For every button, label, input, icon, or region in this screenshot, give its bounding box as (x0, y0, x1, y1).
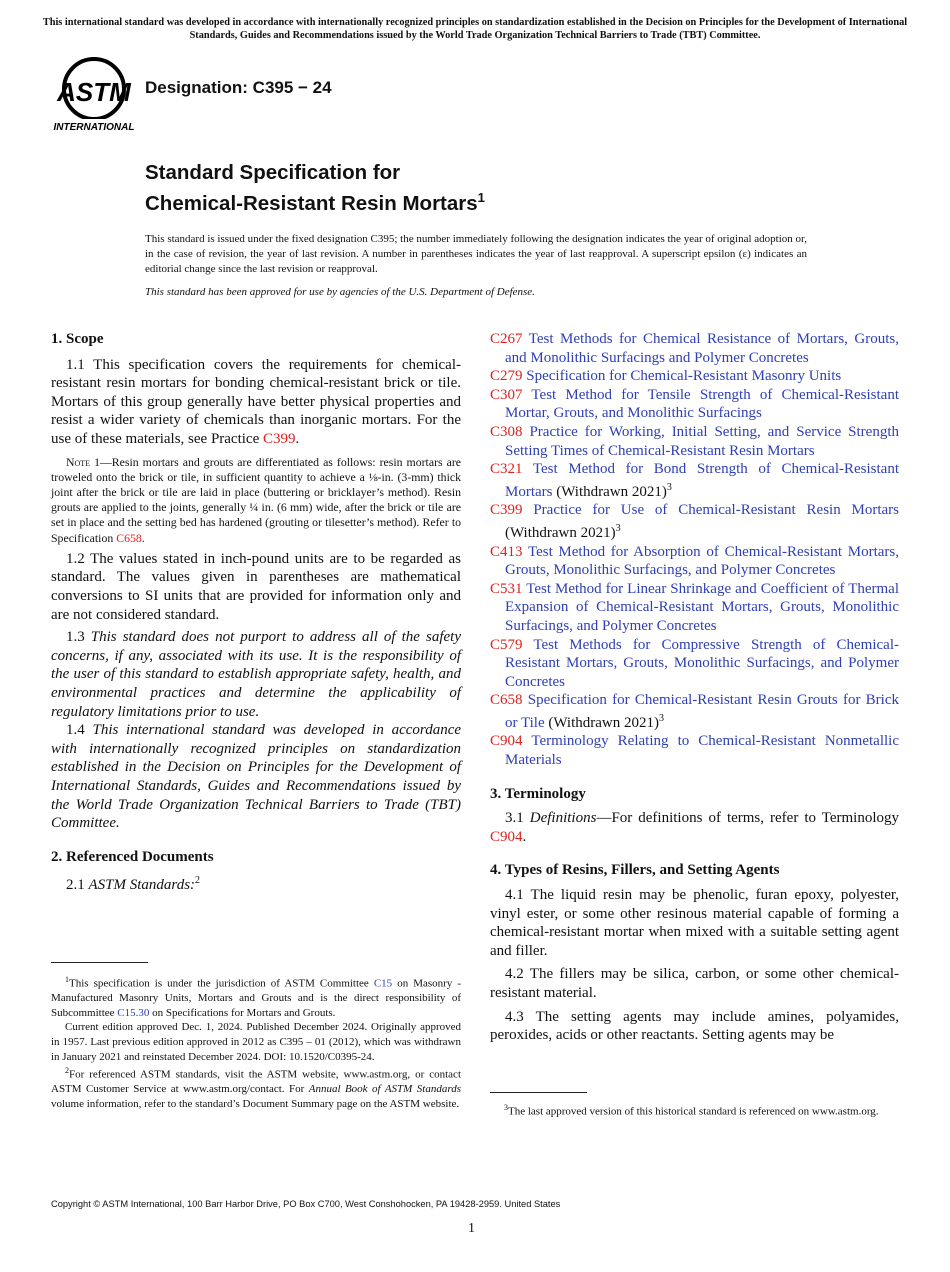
title-line-1: Standard Specification for (145, 161, 401, 184)
footnote-1: $^1$This specification is under the jurisdiction of ASTM Committee C15 on Masonry - Manufactured Masonry Units, Mortars and Grouts and is the direct responsibility of Subcommittee C15.30 on Specifications for Mortars and Grouts. (51, 975, 461, 1019)
scope-1-4: 1.4 This international standard was developed in accordance with internationally recognized principles on standardization established in the Decision on Principles for the Development of International Standards, Guides and Recommendations issued by the World Trade Organization Technical Barriers to Trade (TBT) Committee. (51, 722, 462, 832)
issued-statement: This standard is issued under the fixed designation C395; the number immediately following the designation indicates the year of original adoption or, in the case of revision, the year of last revision. A number in parentheses indicates the year of last reapproval. A superscript epsilon (ε) indicates an editorial change since the last revision or reapproval. (145, 233, 807, 275)
referenced-item (490, 423, 899, 460)
ref-title-link[interactable]: Terminology Relating to Chemical-Resistant Nonmetallic Materials (505, 733, 899, 769)
footnote-3: $^3$The last approved version of this historical standard is referenced on www.astm.org. (504, 1103, 879, 1118)
ref-code-link[interactable]: C531 (490, 580, 523, 597)
ref-title-link[interactable]: Test Method for Absorption of Chemical-Resistant Mortars, Grouts, Monolithic Surfacings, and Polymer Concretes (505, 543, 899, 579)
referenced-2-1: 2.1 ASTM Standards:$^2$ (66, 875, 201, 894)
section-referenced-heading: 2. Referenced Documents (51, 848, 214, 865)
types-4-2: 4.2 The fillers may be silica, carbon, or some other chemical-resistant material. (490, 966, 899, 1001)
ref-footnote-mark: 3 (666, 481, 672, 493)
ref-footnote-mark: 3 (615, 522, 621, 534)
footnote-1-edition: Current edition approved Dec. 1, 2024. Published December 2024. Originally approved in 1957. Last previous edition approved in 2012 as C395 – 01 (2012), which was withdrawn in January 2021 and reinstated December 2024. DOI: 10.1520/C0395-24. (51, 1021, 461, 1063)
ref-code-link[interactable]: C307 (490, 386, 523, 403)
ref-code-link[interactable]: C413 (490, 543, 523, 560)
svg-text:ASTM: ASTM (57, 77, 131, 107)
ref-code-link[interactable]: C308 (490, 423, 523, 440)
ref-title-link[interactable]: Specification for Chemical-Resistant Masonry Units (526, 368, 842, 385)
ref-code-link[interactable]: C904 (490, 733, 523, 750)
document-title (145, 160, 485, 216)
types-4-3: 4.3 The setting agents may include amines, polyamides, peroxides, acids or other reactants. Setting agents may be (490, 1008, 899, 1044)
ref-title-link[interactable]: Test Method for Linear Shrinkage and Coefficient of Thermal Expansion of Chemical-Resistant Mortars, Grouts, Monolithic Surfacings, and Polymer Concretes (505, 580, 900, 634)
types-4-1: 4.1 The liquid resin may be phenolic, furan epoxy, polyester, vinyl ester, or some other resinous material capable of forming a chemical-resistant mortar when mixed with a suitable setting agent and filler. (490, 887, 899, 959)
link-c399[interactable]: C399 (263, 430, 296, 447)
referenced-item (490, 367, 899, 386)
ref-withdrawn: (Withdrawn 2021) (544, 714, 659, 731)
page-number: 1 (468, 1221, 475, 1236)
footnote-rule-right (490, 1092, 587, 1093)
ref-title-link[interactable]: Test Method for Tensile Strength of Chemical-Resistant Mortar, Grouts, and Monolithic Surfacings (505, 386, 900, 422)
referenced-item (490, 580, 899, 636)
title-line-2: Chemical-Resistant Resin Mortars (145, 191, 478, 215)
referenced-item (490, 543, 899, 580)
scope-1-3: 1.3 This standard does not purport to address all of the safety concerns, if any, associated with its use. It is the responsibility of the user of this standard to establish appropriate safety, health, and environmental practices and determine the applicability of regulatory limitations prior to use. (51, 629, 461, 720)
referenced-item (490, 501, 899, 542)
referenced-item (490, 460, 899, 501)
right-column (490, 330, 899, 1045)
scope-1-2: 1.2 The values stated in inch-pound units are to be regarded as standard. The values given in parentheses are mathematical conversions to SI units that are provided for information only and are not considered standard. (51, 550, 461, 623)
approved-statement: This standard has been approved for use by agencies of the U.S. Department of Defense. (145, 286, 535, 298)
footnote-2: $^2$For referenced ASTM standards, visit the ASTM website, www.astm.org, or contact ASTM Customer Service at www.astm.org/contact. For Annual Book of ASTM Standards volume information, refer to the standard’s Document Summary page on the ASTM website. (51, 1066, 462, 1111)
left-column (51, 330, 461, 895)
ref-withdrawn: (Withdrawn 2021) (552, 483, 667, 500)
title-footnote-mark: 1 (477, 190, 485, 205)
referenced-item (490, 691, 899, 732)
link-c904[interactable]: C904 (490, 828, 523, 845)
referenced-item (490, 330, 899, 367)
ref-footnote-mark: 3 (658, 712, 664, 724)
link-c658[interactable]: C658 (116, 530, 142, 545)
right-footnotes (490, 1092, 899, 1119)
footnote-rule (51, 962, 148, 963)
referenced-list (490, 330, 899, 770)
astm-logo (52, 55, 136, 133)
ref-code-link[interactable]: C321 (490, 461, 523, 478)
scope-1-1: 1.1 This specification covers the requirements for chemical-resistant resin mortars for bonding chemical-resistant brick or tile. Mortars of this group generally have better physical properties and resist a wider variety of chemicals than inorganic mortars. For the use of these materials, see Practice C399. (51, 356, 461, 447)
terminology-3-1: 3.1 Definitions—For definitions of terms, refer to Terminology C904. (490, 810, 899, 845)
ref-code-link[interactable]: C658 (490, 692, 523, 709)
section-scope-heading: 1. Scope (51, 331, 104, 347)
left-footnotes (51, 962, 461, 1112)
svg-text:INTERNATIONAL: INTERNATIONAL (53, 122, 135, 133)
section-types-heading: 4. Types of Resins, Fillers, and Setting Agents (490, 862, 780, 879)
ref-code-link[interactable]: C267 (490, 331, 523, 347)
ref-title-link[interactable]: Test Methods for Compressive Strength of Chemical-Resistant Mortars, Grouts, Monolithic Surfacings, and Polymer Concretes (505, 636, 899, 690)
designation: Designation: C395 − 24 (145, 78, 332, 97)
copyright: Copyright © ASTM International, 100 Barr Harbor Drive, PO Box C700, West Conshohocken, PA 19428-2959. United States (51, 1199, 561, 1209)
ref-title-link[interactable]: Test Method for Bond Strength of Chemical-Resistant Mortars (505, 461, 899, 500)
referenced-item (490, 386, 899, 423)
ref-title-link[interactable]: Test Methods for Chemical Resistance of Mortars, Grouts, and Monolithic Surfacings and Polymer Concretes (505, 331, 899, 366)
ref-title-link[interactable]: Specification for Chemical-Resistant Resin Grouts for Brick or Tile (505, 692, 900, 731)
link-c15-30[interactable]: C15.30 (117, 1006, 150, 1019)
link-c15[interactable]: C15 (373, 977, 393, 990)
referenced-item (490, 636, 899, 692)
ref-code-link[interactable]: C399 (490, 502, 523, 519)
ref-code-link[interactable]: C279 (490, 368, 523, 385)
ref-title-link[interactable]: Practice for Use of Chemical-Resistant Resin Mortars (533, 502, 900, 519)
ref-code-link[interactable]: C579 (490, 636, 523, 653)
header-notice: This international standard was developed in accordance with internationally recognized principles on standardization established in the Decision on Principles for the Development of International Standards, Guides and Recommendations issued by the World Trade Organization Technical Barriers to Trade (TBT) Committee. (42, 17, 908, 41)
ref-withdrawn: (Withdrawn 2021) (505, 524, 616, 541)
referenced-item (490, 732, 899, 769)
scope-note-1: Note 1—Resin mortars and grouts are differentiated as follows: resin mortars are troweled onto the brick or tile, in sufficient quantity to achieve a ⅛-in. (3-mm) thick joint after the brick or tile are laid in place (buttering or bricklayer’s method). Resin grouts are applied to the joints, generally ¼ in. (6 mm) wide, after the brick or tile are set in place and the setting bed has hardened (grouting or tilesetter’s method). Refer to Specification C658. (51, 454, 462, 545)
ref-title-link[interactable]: Practice for Working, Initial Setting, and Service Strength Setting Times of Chemical-Resistant Resin Mortars (505, 423, 900, 459)
section-terminology-heading: 3. Terminology (490, 785, 586, 802)
